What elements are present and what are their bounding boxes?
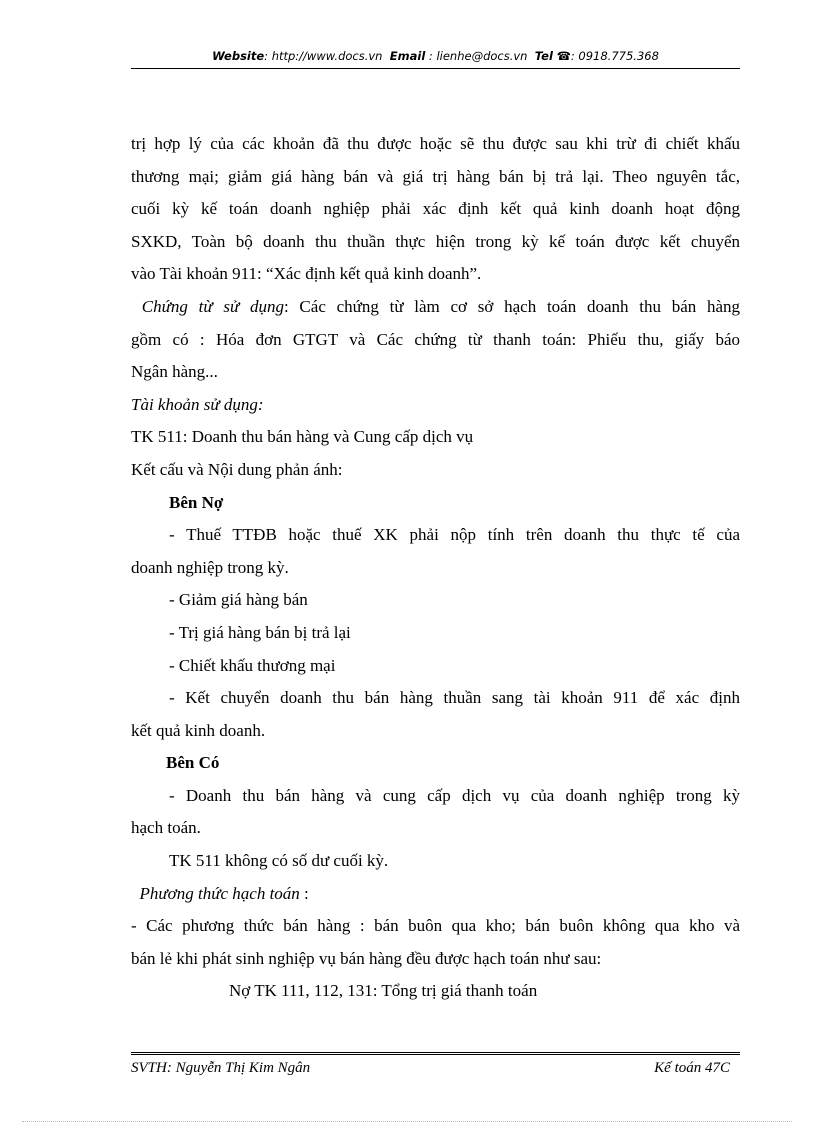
document-body <box>131 128 740 1008</box>
ben-no-item-3: - Trị giá hàng bán bị trả lại <box>169 622 351 642</box>
para-line-3: cuối kỳ kế toán doanh nghiệp phải xác định kết quả kinh doanh hoạt động <box>131 199 740 219</box>
para-line-4: SXKD, Toàn bộ doanh thu thuần thực hiện trong kỳ kế toán được kết chuyển <box>131 231 740 251</box>
website-value: : http://www.docs.vn <box>264 49 383 63</box>
footer-class: Kế toán 47C <box>654 1060 730 1076</box>
ben-no-item-1b: doanh nghiệp trong kỳ. <box>131 557 289 577</box>
ket-cau-heading: Kết cấu và Nội dung phản ánh: <box>131 459 343 479</box>
chung-tu-line-2: gồm có : Hóa đơn GTGT và Các chứng từ thanh toán: Phiếu thu, giấy báo <box>131 329 740 349</box>
website-label: Website <box>212 49 265 63</box>
tai-khoan-label: Tài khoản sử dụng: <box>131 394 264 414</box>
tk511-title: TK 511: Doanh thu bán hàng và Cung cấp dịch vụ <box>131 427 474 447</box>
tel-label: Tel <box>534 49 553 63</box>
phuong-thuc-item-1a: - Các phương thức bán hàng : bán buôn qua kho; bán buôn không qua kho và <box>131 916 740 936</box>
ben-no-item-1a: - Thuế TTĐB hoặc thuế XK phải nộp tính trên doanh thu thực tế của <box>169 525 740 545</box>
phuong-thuc-line <box>131 878 740 911</box>
para-line-1: trị hợp lý của các khoản đã thu được hoặc sẽ thu được sau khi trừ đi chiết khấu <box>131 134 740 153</box>
ben-co-item-1a: - Doanh thu bán hàng và cung cấp dịch vụ của doanh nghiệp trong kỳ <box>169 785 740 805</box>
accounting-entry: Nợ TK 111, 112, 131: Tổng trị giá thanh toán <box>229 981 538 1001</box>
no-balance-note: TK 511 không có số dư cuối kỳ. <box>169 851 389 871</box>
ben-no-item-5b: kết quả kinh doanh. <box>131 720 266 740</box>
ben-no-item-5a: - Kết chuyển doanh thu bán hàng thuần sang tài khoản 911 để xác định <box>169 688 740 708</box>
email-label: Email <box>389 49 426 63</box>
page-header <box>131 46 740 69</box>
ben-co-heading: Bên Có <box>166 753 220 773</box>
ben-no-heading: Bên Nợ <box>169 492 224 512</box>
page-footer <box>131 1052 740 1077</box>
para-line-5: vào Tài khoản 911: “Xác định kết quả kinh doanh”. <box>131 264 482 284</box>
ben-no-item-2: - Giảm giá hàng bán <box>169 590 308 610</box>
chung-tu-line <box>131 291 740 324</box>
ben-co-item-1b: hạch toán. <box>131 818 201 838</box>
chung-tu-line-3: Ngân hàng... <box>131 362 218 382</box>
phone-icon: ☎ <box>556 49 571 63</box>
footer-author: SVTH: Nguyễn Thị Kim Ngân <box>131 1060 311 1076</box>
ben-no-item-4: - Chiết khấu thương mại <box>169 655 336 675</box>
phuong-thuc-item-1b: bán lẻ khi phát sinh nghiệp vụ bán hàng đều được hạch toán như sau: <box>131 948 602 968</box>
phuong-thuc-label: Phương thức hạch toán <box>139 883 300 903</box>
phuong-thuc-colon: : <box>299 883 309 903</box>
email-value: : lienhe@docs.vn <box>428 49 528 63</box>
para-line-2: thương mại; giảm giá hàng bán và giá trị hàng bán bị trả lại. Theo nguyên tắc, <box>131 166 740 186</box>
tel-value: : 0918.775.368 <box>570 49 659 63</box>
page-bottom-divider <box>22 1121 792 1122</box>
chung-tu-label: Chứng từ sử dụng <box>141 296 284 316</box>
chung-tu-rest: : Các chứng từ làm cơ sở hạch toán doanh thu bán hàng <box>283 296 741 316</box>
